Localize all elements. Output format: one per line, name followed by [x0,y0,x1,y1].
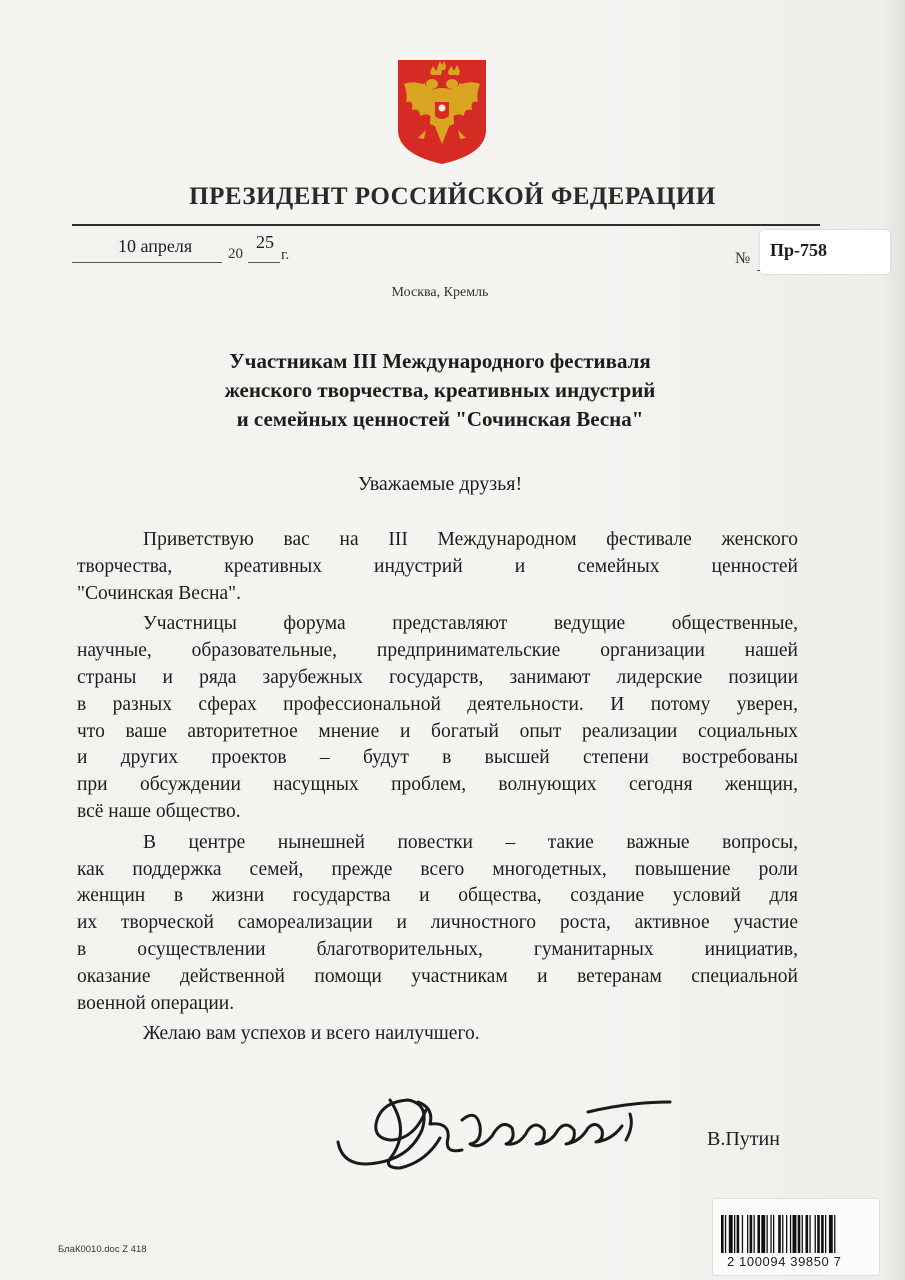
body-line: оказание действенной помощи участникам и ветеранам специальной [77,965,798,987]
handwritten-signature-icon [330,1080,680,1175]
closing-line: Желаю вам успехов и всего наилучшего. [143,1023,480,1045]
body-line: всё наше общество. [77,800,241,822]
letter-date: 10 апреля [118,236,193,256]
body-line: и других проектов – будут в высшей степени востребованы [77,747,798,769]
signer-name: В.Путин [707,1128,780,1150]
letter-body [77,527,798,1048]
body-line: военной операции. [77,992,235,1014]
barcode-label [712,1198,880,1276]
heading-rule [72,224,820,226]
russian-coat-of-arms-icon [396,58,488,166]
body-line: женщин в жизни государства и общества, создание условий для [77,885,798,907]
year-underline [248,262,280,263]
date-year: 25 [256,232,274,252]
date-year-suffix: г. [281,247,290,263]
body-line: научные, образовательные, предпринимательские организации нашей [77,640,798,662]
letter-number: Пр-758 [760,230,890,274]
body-line: в осуществлении благотворительных, гуманитарных инициатив, [77,938,798,960]
body-line: "Сочинская Весна". [77,582,241,604]
salutation: Уважаемые друзья! [357,473,523,495]
title-line: Участникам III Международного фестиваля [229,349,651,373]
number-sign: № [735,250,751,267]
body-line: В центре нынешней повестки – такие важные вопросы, [143,831,798,853]
body-line: творчества, креативных индустрий и семейных ценностей [77,555,798,577]
title-line: и семейных ценностей "Сочинская Весна" [236,407,644,431]
body-line: Участницы форума представляют ведущие общественные, [143,613,798,635]
body-line: в разных сферах профессиональной деятельности. И потому уверен, [77,693,798,715]
issuer-heading: ПРЕЗИДЕНТ РОССИЙСКОЙ ФЕДЕРАЦИИ [189,183,716,210]
title-line: женского творчества, креативных индустрий [224,378,656,402]
body-line: их творческой самореализации и личностного роста, активное участие [77,912,798,934]
body-line: Приветствую вас на III Международном фестивале женского [143,529,798,550]
body-line: при обсуждении насущных проблем, волнующих сегодня женщин, [77,774,798,796]
letter-title [0,347,880,434]
date-century: 20 [228,246,243,262]
barcode-digits: 2 100094 39850 7 [727,1254,842,1269]
form-code: БлаК0010.doc Z 418 [58,1244,147,1255]
date-underline [72,262,222,263]
body-line: как поддержка семей, прежде всего многодетных, повышение роли [77,858,798,880]
issue-place: Москва, Кремль [391,285,489,300]
body-line: страны и ряда зарубежных государств, занимают лидерские позиции [77,666,798,688]
barcode-icon [721,1215,871,1253]
body-line: что ваше авторитетное мнение и богатый опыт реализации социальных [77,720,798,742]
